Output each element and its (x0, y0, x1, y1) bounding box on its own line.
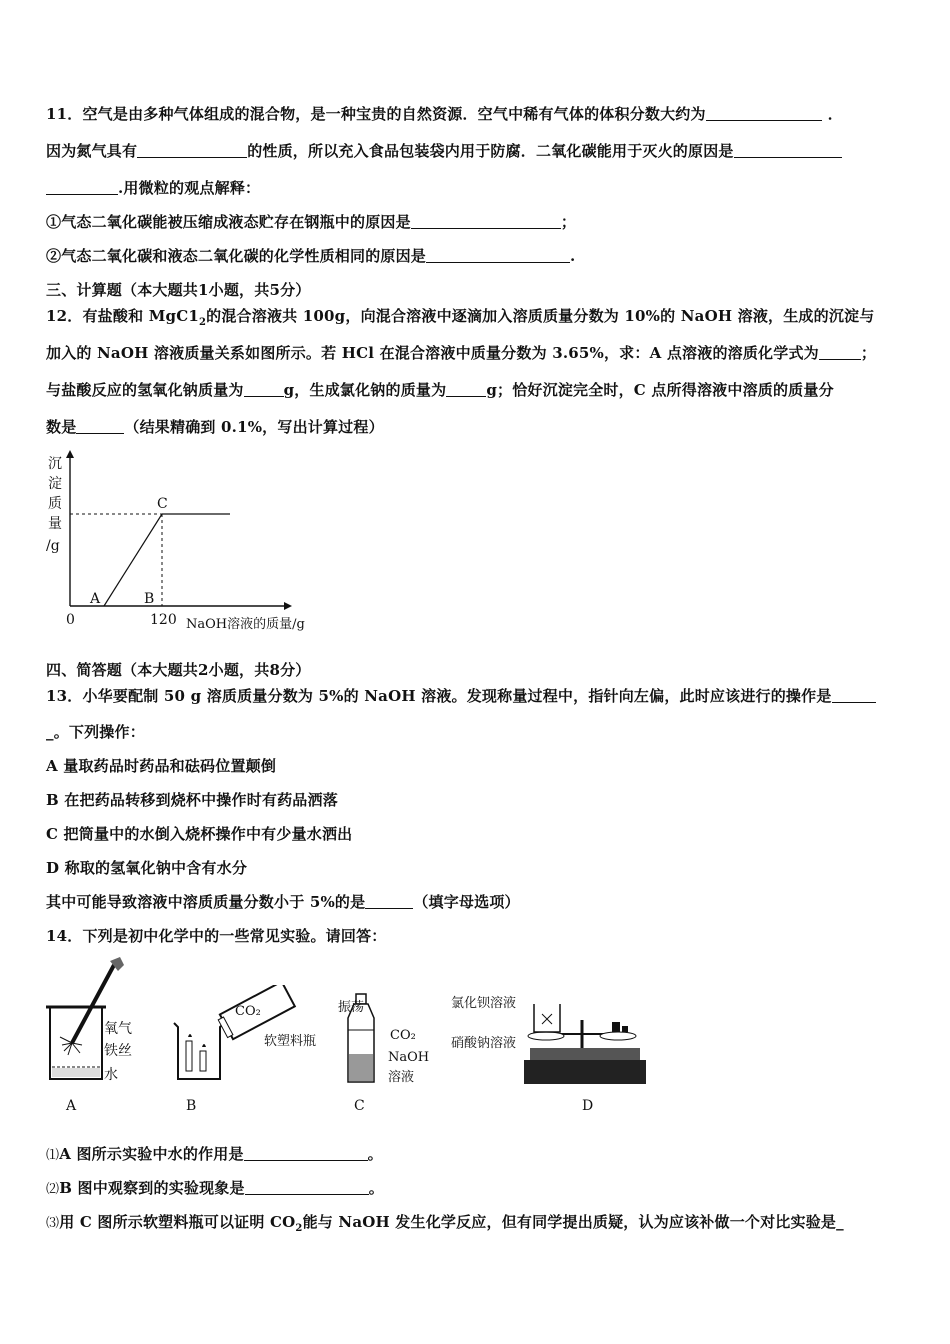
q11-line2: 因为氮气具有 的性质，所以充入食品包装袋内用于防腐．二氧化碳能用于灭火的原因是 (46, 141, 842, 161)
answer-blank[interactable] (137, 143, 247, 158)
answer-blank[interactable] (46, 180, 118, 195)
figure-b-label: B (186, 1098, 197, 1114)
label-shake-1: 振荡 (338, 1000, 365, 1015)
x-axis-arrow (284, 602, 292, 610)
ylabel-char: 质 (48, 496, 62, 512)
q13-option-b: B 在把药品转移到烧杯中操作时有药品洒落 (46, 791, 338, 809)
q13-option-d: D 称取的氢氧化钠中含有水分 (46, 859, 248, 877)
q11-line5: ②气态二氧化碳和液态二氧化碳的化学性质相同的原因是 . (46, 247, 576, 265)
q12-line2: 加入的 NaOH 溶液质量关系如图所示。若 HCl 在混合溶液中质量分数为 3.65%，求：A 点溶液的溶质化学式为 ； (46, 344, 877, 362)
q14-sub3: ⑶用 C 图所示软塑料瓶可以证明 $CO_2$能与 NaOH 发生化学反应，但有同学提出质疑，认为应该补做一个对比实验是_ (46, 1213, 844, 1234)
precipitate-chart (40, 448, 340, 638)
ylabel-char: /g (46, 538, 60, 554)
x-tick-120: 120 (150, 612, 177, 628)
answer-blank[interactable] (244, 1146, 368, 1161)
ylabel-char: 量 (48, 516, 62, 532)
label-bacl2: 氯化钡溶液 (451, 996, 517, 1011)
answer-blank[interactable] (446, 382, 486, 397)
q14-sub1: ⑴A 图所示实验中水的作用是 。 (46, 1145, 383, 1163)
y-axis-arrow (66, 450, 74, 458)
figure-a-iron-burning (42, 955, 152, 1085)
q14-intro: 14．下列是初中化学中的一些常见实验。请回答： (46, 927, 387, 945)
answer-blank[interactable] (734, 143, 842, 158)
x-tick-0: 0 (66, 612, 75, 628)
q13-option-c: C 把筒量中的水倒入烧杯操作中有少量水洒出 (46, 825, 353, 843)
q13-option-a: A 量取药品时药品和砝码位置颠倒 (46, 757, 277, 775)
label-iron-wire: 铁丝 (104, 1043, 132, 1059)
label-nano3: 硝酸钠溶液 (451, 1036, 517, 1051)
answer-blank[interactable] (411, 214, 561, 229)
answer-blank[interactable] (76, 419, 124, 434)
section-4-heading: 四、简答题（本大题共2小题，共8分） (46, 661, 311, 679)
x-axis-label: NaOH溶液的质量/g (186, 617, 305, 632)
q11-text: 11．空气是由多种气体组成的混合物，是一种宝贵的自然资源．空气中稀有气体的体积分数大约为 (46, 105, 706, 123)
q11-line1: 11．空气是由多种气体组成的混合物，是一种宝贵的自然资源．空气中稀有气体的体积分数大约为 ． (46, 105, 843, 123)
label-solution: 溶液 (388, 1070, 415, 1085)
figure-d-balance (520, 998, 650, 1088)
point-label-c: C (157, 496, 168, 512)
q13-line2: _。下列操作： (46, 723, 145, 741)
answer-blank[interactable] (245, 1180, 369, 1195)
q13-line7: 其中可能导致溶液中溶质质量分数小于 5%的是 （填字母选项） (46, 893, 520, 911)
label-co2-c: CO₂ (390, 1028, 416, 1043)
q13-line1: 13．小华要配制 50 g 溶质质量分数为 5%的 NaOH 溶液。发现称量过程中，指针向左偏，此时应该进行的操作是 (46, 686, 876, 706)
figure-d-label: D (582, 1098, 594, 1114)
label-co2-b: CO₂ (235, 1004, 261, 1019)
point-label-b: B (144, 591, 155, 607)
answer-blank[interactable] (832, 688, 876, 703)
label-oxygen: 氧气 (104, 1021, 132, 1037)
answer-blank[interactable] (819, 345, 861, 360)
q12-line1: 12．有盐酸和 $MgC1_2$的混合溶液共 100g，向混合溶液中逐滴加入溶质质量分数为 10%的 NaOH 溶液，生成的沉淀与 (46, 307, 875, 328)
answer-blank[interactable] (426, 248, 570, 263)
figure-a-label: A (66, 1098, 77, 1114)
answer-blank[interactable] (244, 382, 284, 397)
section-3-heading: 三、计算题（本大题共1小题，共5分） (46, 281, 311, 299)
q11-line3: .用微粒的观点解释： (46, 178, 260, 198)
ylabel-char: 淀 (48, 476, 62, 492)
figure-c-label: C (354, 1098, 365, 1114)
label-plastic-bottle: 软塑料瓶 (264, 1034, 317, 1049)
q12-line3: 与盐酸反应的氢氧化钠质量为 g，生成氯化钠的质量为 g；恰好沉淀完全时，C 点所得溶液中溶质的质量分 (46, 381, 834, 399)
answer-blank[interactable] (365, 894, 413, 909)
point-label-a: A (90, 591, 101, 607)
ylabel-char: 沉 (48, 456, 62, 472)
q12-line4: 数是 （结果精确到 0.1%，写出计算过程） (46, 418, 384, 436)
answer-blank[interactable] (706, 106, 822, 121)
q11-line4: ①气态二氧化碳能被压缩成液态贮存在钢瓶中的原因是 ； (46, 213, 577, 231)
label-naoh: NaOH (388, 1050, 430, 1065)
label-water: 水 (104, 1067, 118, 1083)
q14-sub2: ⑵B 图中观察到的实验现象是 。 (46, 1179, 384, 1197)
